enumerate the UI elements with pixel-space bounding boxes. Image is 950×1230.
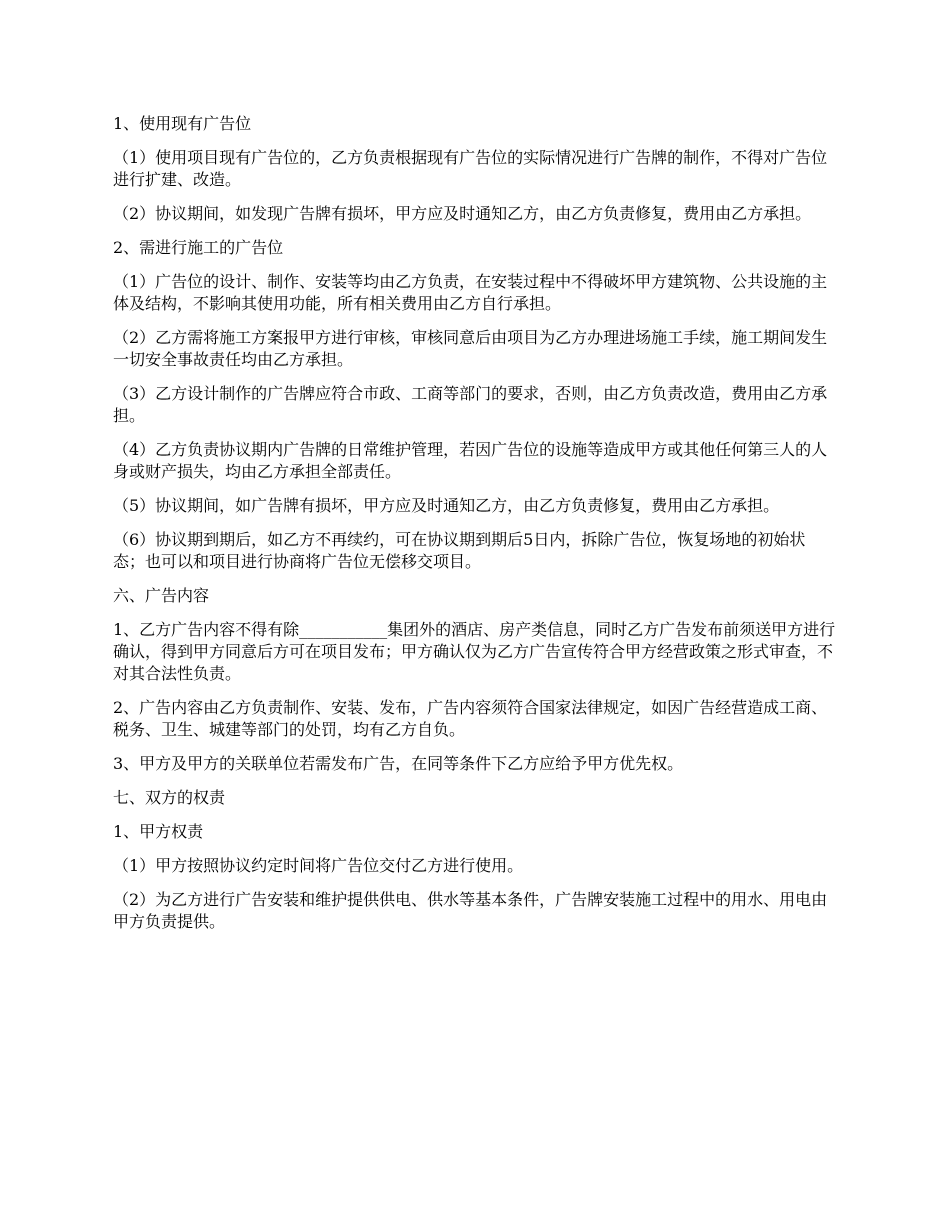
heading-party-a-duties: 1、甲方权责	[113, 822, 204, 841]
clause-paragraph: （3）乙方设计制作的广告牌应符合市政、工商等部门的要求，否则，由乙方负责改造，费用由乙方承担。	[113, 384, 828, 425]
clause-paragraph: （6）协议期到期后，如乙方不再续约，可在协议期到期后5日内，拆除广告位，恢复场地的初始状态；也可以和项目进行协商将广告位无偿移交项目。	[113, 530, 806, 571]
heading-construction-ad-space: 2、需进行施工的广告位	[113, 238, 284, 257]
section-heading-rights-duties: 七、双方的权责	[113, 788, 226, 807]
clause-paragraph: （1）广告位的设计、制作、安装等均由乙方负责，在安装过程中不得破坏甲方建筑物、公共设施的主体及结构，不影响其使用功能，所有相关费用由乙方自行承担。	[113, 272, 828, 313]
clause-paragraph: 2、广告内容由乙方负责制作、安装、发布，广告内容须符合国家法律规定，如因广告经营造成工商、税务、卫生、城建等部门的处罚，均有乙方自负。	[113, 698, 828, 739]
clause-paragraph: 3、甲方及甲方的关联单位若需发布广告，在同等条件下乙方应给予甲方优先权。	[113, 754, 684, 773]
clause-paragraph: 1、乙方广告内容不得有除___________集团外的酒店、房产类信息，同时乙方广告发布前须送甲方进行确认，得到甲方同意后方可在项目发布；甲方确认仅为乙方广告宣传符合甲方经营政策之形式审查，不对其合法性负责。	[113, 620, 836, 683]
clause-paragraph: （2）为乙方进行广告安装和维护提供供电、供水等基本条件，广告牌安装施工过程中的用水、用电由甲方负责提供。	[113, 890, 828, 931]
heading-use-existing-ad-space: 1、使用现有广告位	[113, 114, 252, 133]
section-heading-ad-content: 六、广告内容	[113, 586, 210, 605]
clause-paragraph: （2）乙方需将施工方案报甲方进行审核，审核同意后由项目为乙方办理进场施工手续，施工期间发生一切安全事故责任均由乙方承担。	[113, 328, 828, 369]
document-body	[113, 113, 837, 945]
clause-paragraph: （1）甲方按照协议约定时间将广告位交付乙方进行使用。	[113, 856, 524, 875]
clause-paragraph: （1）使用项目现有广告位的，乙方负责根据现有广告位的实际情况进行广告牌的制作，不得对广告位进行扩建、改造。	[113, 148, 828, 189]
clause-paragraph: （5）协议期间，如广告牌有损坏，甲方应及时通知乙方，由乙方负责修复，费用由乙方承担。	[113, 496, 780, 515]
clause-paragraph: （2）协议期间，如发现广告牌有损坏，甲方应及时通知乙方，由乙方负责修复，费用由乙方承担。	[113, 204, 812, 223]
clause-paragraph: （4）乙方负责协议期内广告牌的日常维护管理，若因广告位的设施等造成甲方或其他任何第三人的人身或财产损失，均由乙方承担全部责任。	[113, 440, 828, 481]
